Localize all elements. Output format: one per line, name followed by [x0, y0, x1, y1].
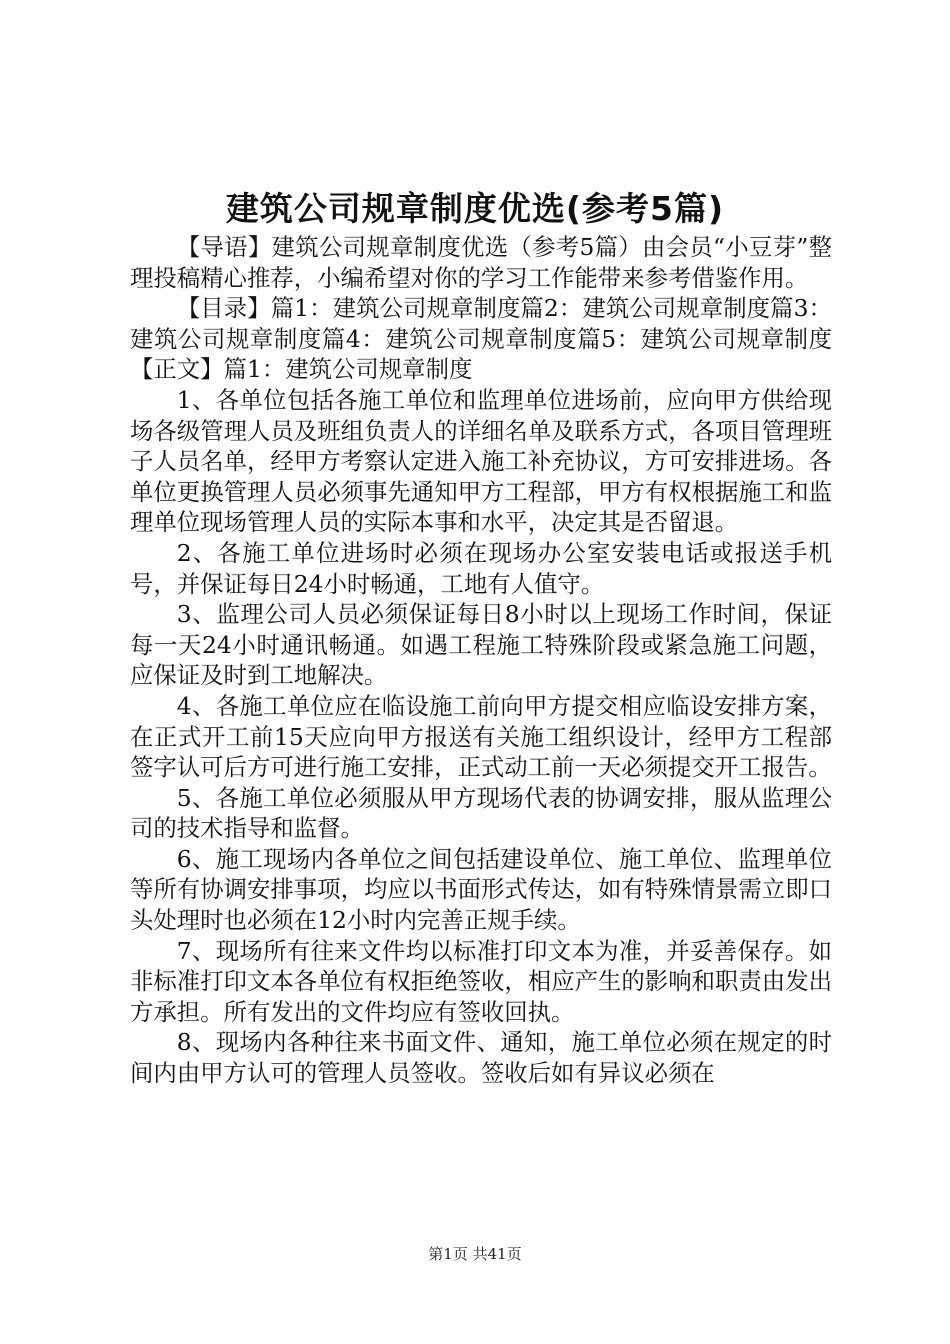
paragraph-item-7: 7、现场所有往来文件均以标准打印文本为准，并妥善保存。如非标准打印文本各单位有权拒绝签收，相应产生的影响和职责由发出方承担。所有发出的文件均应有签收回执。 — [130, 936, 832, 1026]
paragraph-item-2: 2、各施工单位进场时必须在现场办公室安装电话或报送手机号，并保证每日24小时畅通，工地有人值守。 — [130, 538, 832, 598]
paragraph-item-1: 1、各单位包括各施工单位和监理单位进场前，应向甲方供给现场各级管理人员及班组负责人的详细名单及联系方式，各项目管理班子人员名单，经甲方考察认定进入施工补充协议，方可安排进场。各单位更换管理人员必须事先通知甲方工程部，甲方有权根据施工和监理单位现场管理人员的实际本事和水平，决定其是否留退。 — [130, 385, 832, 537]
paragraph-item-4: 4、各施工单位应在临设施工前向甲方提交相应临设安排方案，在正式开工前15天应向甲方报送有关施工组织设计，经甲方工程部签字认可后方可进行施工安排，正式动工前一天必须提交开工报告。 — [130, 691, 832, 782]
paragraph-item-5: 5、各施工单位必须服从甲方现场代表的协调安排，服从监理公司的技术指导和监督。 — [130, 783, 832, 843]
paragraph-toc: 【目录】篇1：建筑公司规章制度篇2：建筑公司规章制度篇3：建筑公司规章制度篇4：建筑公司规章制度篇5：建筑公司规章制度【正文】篇1：建筑公司规章制度 — [130, 294, 832, 384]
document-title: 建筑公司规章制度优选(参考5篇) — [225, 189, 725, 228]
paragraph-item-6: 6、施工现场内各单位之间包括建设单位、施工单位、监理单位等所有协调安排事项，均应以书面形式传达，如有特殊情景需立即口头处理时也必须在12小时内完善正规手续。 — [130, 844, 832, 935]
paragraph-intro: 【导语】建筑公司规章制度优选（参考5篇）由会员“小豆芽”整理投稿精心推荐，小编希望对你的学习工作能带来参考借鉴作用。 — [130, 233, 832, 292]
document-body — [130, 232, 832, 1089]
page-footer: 第1页 共41页 — [428, 1245, 522, 1263]
paragraph-item-3: 3、监理公司人员必须保证每日8小时以上现场工作时间，保证每一天24小时通讯畅通。如遇工程施工特殊阶段或紧急施工问题，应保证及时到工地解决。 — [130, 600, 832, 690]
paragraph-item-8: 8、现场内各种往来书面文件、通知，施工单位必须在规定的时间内由甲方认可的管理人员签收。签收后如有异议必须在 — [130, 1028, 832, 1088]
